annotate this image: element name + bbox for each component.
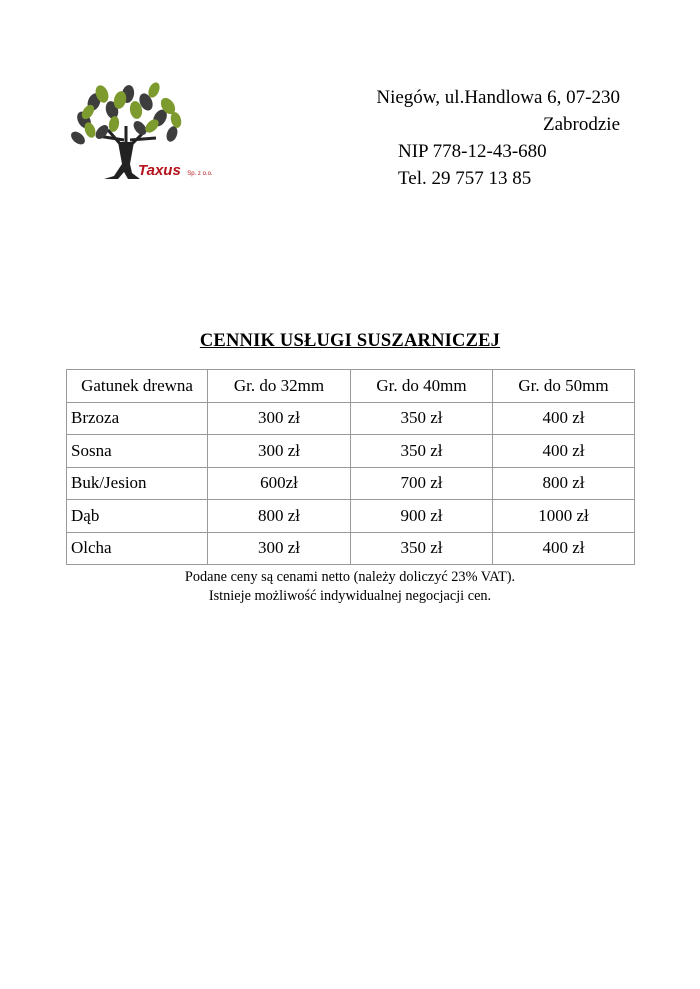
- note-negotiation: Istnieje możliwość indywidualnej negocjacji cen.: [208, 588, 492, 604]
- price-notes: [0, 568, 700, 606]
- price-cell: 400 zł: [493, 435, 635, 468]
- table-row: [67, 532, 635, 565]
- wood-name: Dąb: [67, 500, 208, 533]
- price-cell: 350 zł: [351, 402, 493, 435]
- price-cell: 600zł: [208, 467, 351, 500]
- header-32mm: Gr. do 32mm: [208, 370, 351, 403]
- price-cell: 300 zł: [208, 532, 351, 565]
- table-row: [67, 500, 635, 533]
- header-40mm: Gr. do 40mm: [351, 370, 493, 403]
- logo-brand-text: Taxus: [138, 162, 181, 179]
- price-cell: 800 zł: [493, 467, 635, 500]
- price-cell: 800 zł: [208, 500, 351, 533]
- tree-logo-icon: [64, 80, 242, 198]
- price-cell: 300 zł: [208, 402, 351, 435]
- address-city: Zabrodzie: [542, 114, 620, 135]
- wood-name: Olcha: [67, 532, 208, 565]
- address-street: Niegów, ul.Handlowa 6, 07-230: [376, 87, 620, 108]
- page-title: CENNIK USŁUGI SUSZARNICZEJ: [199, 331, 501, 351]
- logo-brand-suffix: Sp. z o.o.: [187, 171, 213, 177]
- logo-wordmark: [138, 162, 213, 180]
- price-cell: 1000 zł: [493, 500, 635, 533]
- table-row: [67, 402, 635, 435]
- wood-name: Sosna: [67, 435, 208, 468]
- address-phone: Tel. 29 757 13 85: [398, 168, 532, 189]
- price-table: [66, 369, 635, 565]
- address-nip: NIP 778-12-43-680: [398, 141, 547, 162]
- price-cell: 300 zł: [208, 435, 351, 468]
- price-cell: 700 zł: [351, 467, 493, 500]
- wood-name: Brzoza: [67, 402, 208, 435]
- price-cell: 900 zł: [351, 500, 493, 533]
- table-row: [67, 467, 635, 500]
- price-cell: 350 zł: [351, 435, 493, 468]
- price-cell: 400 zł: [493, 532, 635, 565]
- table-row: [67, 435, 635, 468]
- header-50mm: Gr. do 50mm: [493, 370, 635, 403]
- company-address: [330, 84, 620, 192]
- company-logo: [64, 80, 242, 198]
- wood-name: Buk/Jesion: [67, 467, 208, 500]
- note-net-prices: Podane ceny są cenami netto (należy doliczyć 23% VAT).: [184, 569, 516, 585]
- table-header-row: [67, 370, 635, 403]
- price-cell: 400 zł: [493, 402, 635, 435]
- header-wood-species: Gatunek drewna: [67, 370, 208, 403]
- price-cell: 350 zł: [351, 532, 493, 565]
